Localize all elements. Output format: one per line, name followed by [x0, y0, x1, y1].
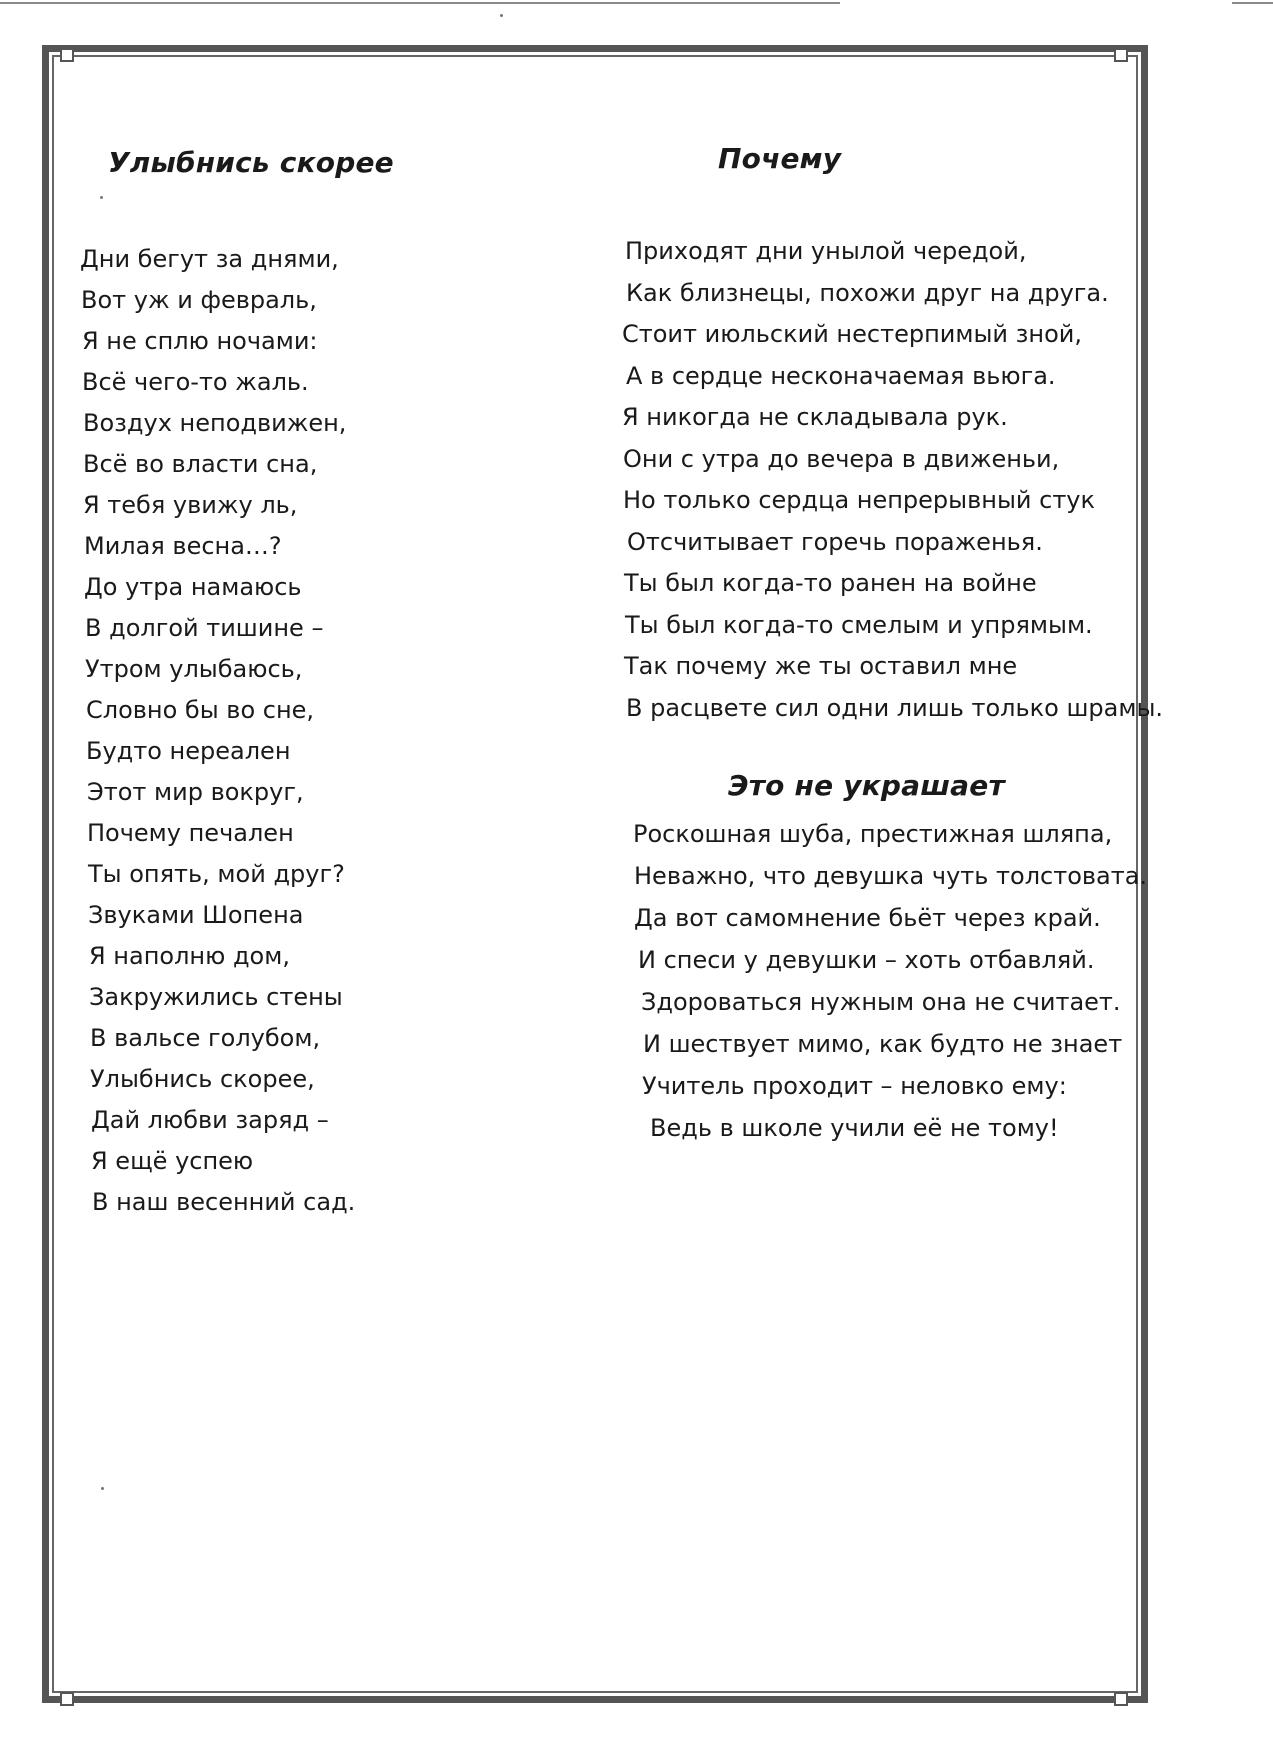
poem-line: Стоит июльский нестерпимый зной,: [622, 320, 1082, 348]
poem-line: А в сердце несконачаемая вьюга.: [626, 361, 1056, 390]
border-corner-ornament: [60, 1692, 74, 1706]
poem-body: [633, 813, 1147, 1149]
border-corner-ornament: [1114, 1692, 1128, 1706]
poem-line: Словно бы во сне,: [86, 696, 315, 724]
poem-line: В наш весенний сад.: [92, 1188, 356, 1216]
poem-line: Я никогда не складывала рук.: [622, 403, 1008, 431]
poem-line: Я наполню дом,: [89, 942, 290, 970]
poem-line: До утра намаюсь: [84, 573, 302, 601]
poem-line: Так почему же ты оставил мне: [624, 652, 1018, 680]
poem-line: Милая весна…?: [84, 532, 282, 560]
poem-line: Утром улыбаюсь,: [85, 655, 303, 683]
poem-line: Закружились стены: [89, 983, 343, 1011]
poem-line: Приходят дни унылой чередой,: [625, 237, 1027, 265]
poem-title: Улыбнись скорее: [108, 146, 394, 179]
poem-line: Здороваться нужным она не считает.: [641, 988, 1121, 1016]
poem-line: Дни бегут за днями,: [80, 245, 339, 273]
poem-line: Этот мир вокруг,: [87, 778, 304, 806]
poem-line: И шествует мимо, как будто не знает: [643, 1030, 1123, 1058]
poem-body: [80, 239, 355, 1223]
poem-body: [622, 231, 1163, 729]
poem-line: Учитель проходит – неловко ему:: [642, 1072, 1067, 1100]
poem-line: Ведь в школе учили её не тому!: [650, 1114, 1059, 1142]
poem-line: Как близнецы, похожи друг на друга.: [626, 278, 1109, 307]
poem-line: Ты был когда-то смелым и упрямым.: [625, 610, 1093, 639]
poem-line: Воздух неподвижен,: [83, 409, 347, 437]
poem-line: Но только сердца непрерывный стук: [623, 486, 1095, 514]
poem-line: Отсчитывает горечь пораженья.: [627, 527, 1043, 556]
poem-line: И спеси у девушки – хоть отбавляй.: [638, 946, 1095, 974]
scan-edge-line: [1232, 2, 1273, 4]
poem-line: В расцвете сил одни лишь только шрамы.: [626, 693, 1164, 722]
poem-line: Всё во власти сна,: [83, 450, 318, 478]
poem-title: Почему: [718, 142, 842, 175]
poem-title: Это не украшает: [728, 769, 1005, 802]
scan-edge-line: [0, 2, 840, 4]
scan-speck: [100, 196, 103, 199]
poem-line: Они с утра до вечера в движеньи,: [623, 444, 1060, 473]
poem-line: Почему печален: [87, 819, 294, 847]
border-corner-ornament: [1114, 48, 1128, 62]
border-corner-ornament: [60, 48, 74, 62]
scan-speck: [500, 14, 503, 17]
scan-speck: [101, 1487, 104, 1490]
poem-line: В долгой тишине –: [85, 614, 324, 642]
poem-line: Дай любви заряд –: [91, 1106, 329, 1134]
poem-line: Я тебя увижу ль,: [83, 491, 298, 519]
poem-line: Я ещё успею: [91, 1147, 254, 1175]
poem-line: Ты опять, мой друг?: [88, 860, 345, 888]
poem-line: Будто нереален: [86, 737, 291, 765]
poem-line: Всё чего-то жаль.: [82, 368, 309, 396]
poem-line: Неважно, что девушка чуть толстовата.: [634, 862, 1148, 890]
poem-line: Ты был когда-то ранен на войне: [624, 569, 1037, 597]
poem-line: Я не сплю ночами:: [82, 327, 318, 355]
poem-line: Да вот самомнение бьёт через край.: [634, 904, 1101, 932]
poem-line: Звуками Шопена: [88, 901, 304, 929]
poem-line: В вальсе голубом,: [90, 1024, 321, 1052]
poem-line: Улыбнись скорее,: [90, 1065, 315, 1093]
poem-line: Роскошная шуба, престижная шляпа,: [633, 820, 1113, 848]
poem-line: Вот уж и февраль,: [81, 286, 317, 314]
